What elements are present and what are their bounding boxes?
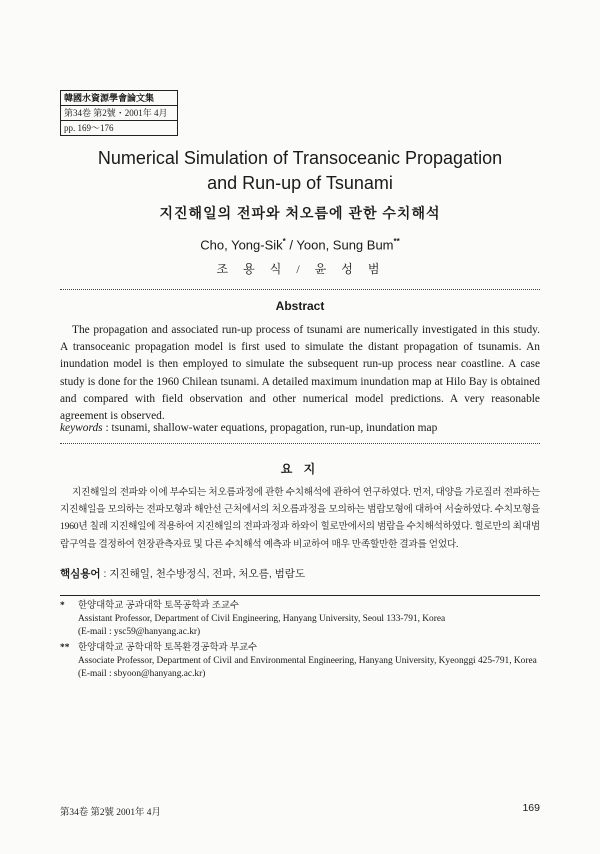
- paper-title-line2: and Run-up of Tsunami: [207, 173, 393, 193]
- korean-keywords-label: 핵심용어: [60, 568, 101, 580]
- journal-volume-issue: 第34卷 第2號・2001年 4月: [61, 105, 177, 120]
- footnote-1-english: Assistant Professor, Department of Civil Engineering, Hanyang University, Seoul 133-791, Korea: [78, 614, 446, 624]
- footnote-rule: [60, 595, 540, 596]
- author-list: [60, 237, 540, 252]
- divider-middle: [60, 443, 540, 444]
- journal-name: 韓國水資源學會論文集: [64, 93, 155, 103]
- author-2: Yoon, Sung Bum: [296, 237, 394, 253]
- author-2-mark: **: [393, 237, 400, 246]
- yoji-text: 지진해일의 전파와 이에 부수되는 처오름과정에 관한 수치해석에 관하여 연구하였다. 먼저, 대양을 가로질러 전파하는 지진해일을 모의하는 전파모형과 해안선 근처에서의 처오름과정을 모의하는 범람모형에 대하여 서술하였다. 수치모형을 1960년 칠레 지진해일에 적용하여 지진해일의 전파과정과 하와이 힐로만에서의 범람을 수치해석하였다. 힐로만의 최대범람구역을 결정하여 현장관측자료 및 다른 수치해석 예측과 비교하여 매우 만족할만한 결과를 얻었다.: [60, 487, 541, 550]
- paper-title: [60, 146, 540, 196]
- page-footer-journal: 第34卷 第2號 2001年 4月: [60, 808, 161, 818]
- author-list-korean: 조 용 식 / 윤 성 범: [216, 262, 384, 276]
- korean-keywords-list: : 지진해일, 천수방정식, 전파, 처오름, 범람도: [100, 568, 306, 580]
- paper-title-line1: Numerical Simulation of Transoceanic Propagation: [97, 148, 503, 168]
- keywords-list: : tsunami, shallow-water equations, propagation, run-up, inundation map: [102, 422, 438, 434]
- journal-pages: pp. 169～176: [61, 120, 177, 135]
- footnote-1-email: (E-mail : ysc59@hanyang.ac.kr): [78, 627, 201, 637]
- footnote-2-english: Associate Professor, Department of Civil and Environmental Engineering, Hanyang University, Kyeonggi 425-791, Korea (E-mail : sbyoon@hanyang.ac.kr): [78, 656, 537, 679]
- abstract-heading: Abstract: [275, 299, 325, 313]
- paper-title-korean: 지진해일의 전파와 처오름에 관한 수치해석: [159, 205, 441, 221]
- divider-top: [60, 289, 540, 290]
- yoji-heading: 요 지: [280, 462, 320, 476]
- keywords-label: keywords: [60, 422, 103, 434]
- footnote-1-mark: *: [60, 601, 65, 611]
- footnote-2-mark: **: [60, 643, 70, 653]
- footnote-2: [60, 642, 540, 681]
- journal-info-box: [60, 90, 178, 136]
- page-number: 169: [522, 802, 540, 814]
- korean-keywords-line: [60, 566, 540, 581]
- footnote-1-korean: 한양대학교 공과대학 토목공학과 조교수: [78, 601, 239, 611]
- keywords-line: [60, 420, 540, 436]
- author-1: Cho, Yong-Sik: [200, 237, 283, 253]
- author-separator: /: [285, 237, 297, 253]
- abstract-text: The propagation and associated run-up process of tsunami are numerically investigated in this study. A transoceanic propagation model is first used to simulate the distant propagation of tsunamis. An inundation model is then employed to simulate the subsequent run-up process near coastline. A case study is done for the 1960 Chilean tsunami. A detailed maximum inundation map at Hilo Bay is obtained and compared with field observation and other numerical model predictions. A very reasonable agreement is observed.: [60, 324, 540, 423]
- footnote-1: [60, 600, 540, 639]
- footnote-2-korean: 한양대학교 공학대학 토목환경공학과 부교수: [78, 643, 258, 653]
- author-1-mark: *: [282, 237, 286, 246]
